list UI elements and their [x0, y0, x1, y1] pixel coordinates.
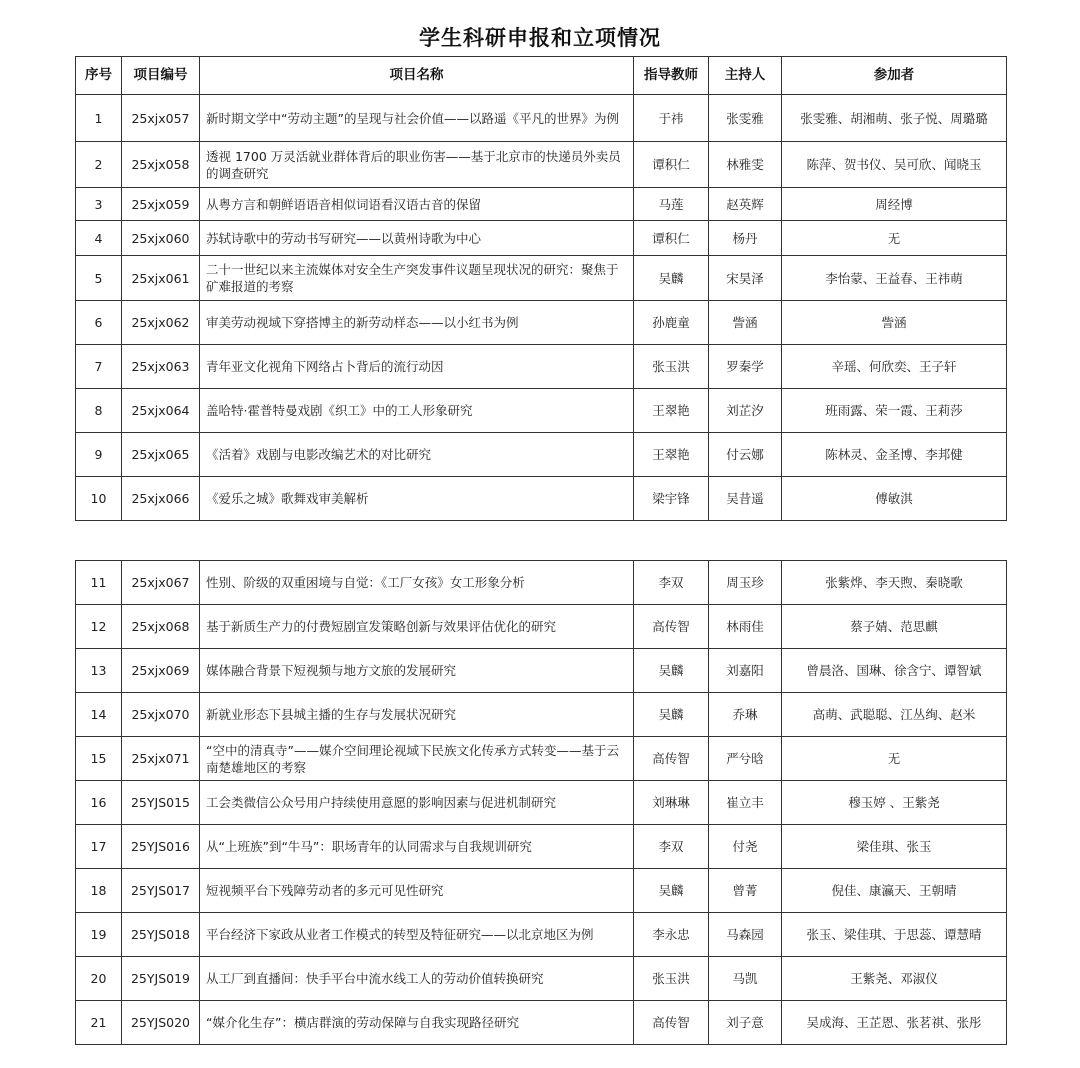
project-code: 25xjx066	[122, 477, 200, 521]
row-index: 4	[76, 221, 122, 256]
table-row	[76, 188, 1007, 221]
table-row	[76, 95, 1007, 142]
project-name: 新时期文学中“劳动主题”的呈现与社会价值——以路遥《平凡的世界》为例	[200, 95, 634, 142]
host-name: 宋昊泽	[709, 256, 782, 301]
host-name: 曾菁	[709, 869, 782, 913]
members-list: 梁佳琪、张玉	[782, 825, 1007, 869]
members-list: 訾涵	[782, 301, 1007, 345]
host-name: 付云娜	[709, 433, 782, 477]
members-list: 张玉、梁佳琪、于思蕊、谭慧晴	[782, 913, 1007, 957]
header-host: 主持人	[709, 57, 782, 95]
table-row	[76, 605, 1007, 649]
host-name: 赵英辉	[709, 188, 782, 221]
project-code: 25YJS015	[122, 781, 200, 825]
teacher-name: 张玉洪	[634, 957, 709, 1001]
row-index: 3	[76, 188, 122, 221]
project-name: 媒体融合背景下短视频与地方文旅的发展研究	[200, 649, 634, 693]
project-name: 审美劳动视域下穿搭博主的新劳动样态——以小红书为例	[200, 301, 634, 345]
table-row	[76, 142, 1007, 188]
teacher-name: 高传智	[634, 1001, 709, 1045]
row-index: 7	[76, 345, 122, 389]
projects-table-part-1	[75, 56, 1007, 521]
table-row	[76, 781, 1007, 825]
project-code: 25YJS018	[122, 913, 200, 957]
table-row	[76, 477, 1007, 521]
host-name: 崔立丰	[709, 781, 782, 825]
project-name: “空中的清真寺”——媒介空间理论视域下民族文化传承方式转变——基于云南楚雄地区的考察	[200, 737, 634, 781]
project-name: 透视 1700 万灵活就业群体背后的职业伤害——基于北京市的快递员外卖员的调查研究	[200, 142, 634, 188]
members-list: 无	[782, 221, 1007, 256]
row-index: 8	[76, 389, 122, 433]
project-name: 基于新质生产力的付费短剧宣发策略创新与效果评估优化的研究	[200, 605, 634, 649]
project-code: 25xjx070	[122, 693, 200, 737]
teacher-name: 吴麟	[634, 693, 709, 737]
host-name: 吴昔遥	[709, 477, 782, 521]
row-index: 17	[76, 825, 122, 869]
members-list: 蔡子婧、范思麒	[782, 605, 1007, 649]
project-code: 25xjx063	[122, 345, 200, 389]
teacher-name: 王翠艳	[634, 433, 709, 477]
table-row	[76, 561, 1007, 605]
row-index: 18	[76, 869, 122, 913]
header-project-code: 项目编号	[122, 57, 200, 95]
teacher-name: 谭积仁	[634, 142, 709, 188]
page-title: 学生科研申报和立项情况	[419, 26, 661, 50]
host-name: 乔琳	[709, 693, 782, 737]
header-teacher: 指导教师	[634, 57, 709, 95]
table-row	[76, 737, 1007, 781]
teacher-name: 于祎	[634, 95, 709, 142]
row-index: 12	[76, 605, 122, 649]
row-index: 15	[76, 737, 122, 781]
row-index: 1	[76, 95, 122, 142]
header-members: 参加者	[782, 57, 1007, 95]
project-name: 从工厂到直播间：快手平台中流水线工人的劳动价值转换研究	[200, 957, 634, 1001]
teacher-name: 谭积仁	[634, 221, 709, 256]
members-list: 高萌、武聪聪、江丛绚、赵米	[782, 693, 1007, 737]
host-name: 周玉珍	[709, 561, 782, 605]
project-name: 二十一世纪以来主流媒体对安全生产突发事件议题呈现状况的研究：聚焦于矿难报道的考察	[200, 256, 634, 301]
row-index: 13	[76, 649, 122, 693]
table-row	[76, 256, 1007, 301]
row-index: 21	[76, 1001, 122, 1045]
host-name: 刘芷汐	[709, 389, 782, 433]
table-row	[76, 221, 1007, 256]
table-row	[76, 693, 1007, 737]
teacher-name: 刘琳琳	[634, 781, 709, 825]
project-code: 25xjx062	[122, 301, 200, 345]
teacher-name: 李双	[634, 825, 709, 869]
row-index: 5	[76, 256, 122, 301]
project-name: 短视频平台下残障劳动者的多元可见性研究	[200, 869, 634, 913]
host-name: 刘嘉阳	[709, 649, 782, 693]
project-name: 从粤方言和朝鲜语语音相似词语看汉语古音的保留	[200, 188, 634, 221]
table-row	[76, 433, 1007, 477]
members-list: 班雨露、荣一霞、王莉莎	[782, 389, 1007, 433]
teacher-name: 李永忠	[634, 913, 709, 957]
members-list: 吴成海、王芷恩、张茗祺、张彤	[782, 1001, 1007, 1045]
host-name: 马凯	[709, 957, 782, 1001]
row-index: 19	[76, 913, 122, 957]
row-index: 2	[76, 142, 122, 188]
project-name: 新就业形态下县城主播的生存与发展状况研究	[200, 693, 634, 737]
host-name: 杨丹	[709, 221, 782, 256]
project-name: 《爱乐之城》歌舞戏审美解析	[200, 477, 634, 521]
project-code: 25xjx071	[122, 737, 200, 781]
teacher-name: 李双	[634, 561, 709, 605]
row-index: 20	[76, 957, 122, 1001]
host-name: 马森园	[709, 913, 782, 957]
members-list: 陈萍、贺书仪、吴可欣、闻晓玉	[782, 142, 1007, 188]
table-header-row	[76, 57, 1007, 95]
project-name: 性别、阶级的双重困境与自觉：《工厂女孩》女工形象分析	[200, 561, 634, 605]
teacher-name: 王翠艳	[634, 389, 709, 433]
project-code: 25xjx065	[122, 433, 200, 477]
project-name: 平台经济下家政从业者工作模式的转型及特征研究——以北京地区为例	[200, 913, 634, 957]
host-name: 张雯雅	[709, 95, 782, 142]
host-name: 付尧	[709, 825, 782, 869]
project-code: 25xjx067	[122, 561, 200, 605]
members-list: 曾晨洛、国琳、徐含宁、谭智斌	[782, 649, 1007, 693]
project-code: 25xjx064	[122, 389, 200, 433]
table-row	[76, 869, 1007, 913]
project-code: 25xjx057	[122, 95, 200, 142]
members-list: 穆玉婷 、王紫尧	[782, 781, 1007, 825]
host-name: 訾涵	[709, 301, 782, 345]
members-list: 张雯雅、胡湘萌、张子悦、周璐璐	[782, 95, 1007, 142]
table-row	[76, 825, 1007, 869]
table-row	[76, 389, 1007, 433]
project-name: 《活着》戏剧与电影改编艺术的对比研究	[200, 433, 634, 477]
teacher-name: 吴麟	[634, 649, 709, 693]
project-name: 从“上班族”到“牛马”：职场青年的认同需求与自我规训研究	[200, 825, 634, 869]
host-name: 刘子意	[709, 1001, 782, 1045]
table-row	[76, 649, 1007, 693]
project-name: 青年亚文化视角下网络占卜背后的流行动因	[200, 345, 634, 389]
table-row	[76, 301, 1007, 345]
projects-table-part-2	[75, 560, 1007, 1045]
host-name: 林雨佳	[709, 605, 782, 649]
host-name: 严兮晗	[709, 737, 782, 781]
members-list: 傅敏淇	[782, 477, 1007, 521]
row-index: 14	[76, 693, 122, 737]
project-code: 25xjx059	[122, 188, 200, 221]
teacher-name: 梁宇锋	[634, 477, 709, 521]
teacher-name: 吴麟	[634, 869, 709, 913]
project-code: 25YJS017	[122, 869, 200, 913]
teacher-name: 马莲	[634, 188, 709, 221]
project-code: 25YJS019	[122, 957, 200, 1001]
teacher-name: 高传智	[634, 605, 709, 649]
members-list: 陈林灵、金圣博、李邦健	[782, 433, 1007, 477]
project-name: 苏轼诗歌中的劳动书写研究——以黄州诗歌为中心	[200, 221, 634, 256]
members-list: 张紫烨、李天煦、秦晓歌	[782, 561, 1007, 605]
members-list: 辛瑶、何欣奕、王子轩	[782, 345, 1007, 389]
project-code: 25xjx058	[122, 142, 200, 188]
host-name: 林雅雯	[709, 142, 782, 188]
header-index: 序号	[76, 57, 122, 95]
project-name: “媒介化生存”：横店群演的劳动保障与自我实现路径研究	[200, 1001, 634, 1045]
row-index: 9	[76, 433, 122, 477]
teacher-name: 张玉洪	[634, 345, 709, 389]
row-index: 6	[76, 301, 122, 345]
members-list: 无	[782, 737, 1007, 781]
project-code: 25xjx068	[122, 605, 200, 649]
row-index: 16	[76, 781, 122, 825]
members-list: 周经博	[782, 188, 1007, 221]
project-code: 25xjx060	[122, 221, 200, 256]
members-list: 倪佳、康瀛天、王朝晴	[782, 869, 1007, 913]
table-row	[76, 1001, 1007, 1045]
table-row	[76, 957, 1007, 1001]
project-code: 25xjx061	[122, 256, 200, 301]
table-row	[76, 913, 1007, 957]
teacher-name: 高传智	[634, 737, 709, 781]
header-project-name: 项目名称	[200, 57, 634, 95]
table-row	[76, 345, 1007, 389]
project-code: 25YJS020	[122, 1001, 200, 1045]
project-code: 25YJS016	[122, 825, 200, 869]
project-name: 工会类微信公众号用户持续使用意愿的影响因素与促进机制研究	[200, 781, 634, 825]
row-index: 10	[76, 477, 122, 521]
members-list: 王紫尧、邓淑仪	[782, 957, 1007, 1001]
teacher-name: 吴麟	[634, 256, 709, 301]
teacher-name: 孙鹿童	[634, 301, 709, 345]
members-list: 李怡蒙、王益春、王祎萌	[782, 256, 1007, 301]
project-name: 盖哈特·霍普特曼戏剧《织工》中的工人形象研究	[200, 389, 634, 433]
host-name: 罗秦学	[709, 345, 782, 389]
project-code: 25xjx069	[122, 649, 200, 693]
row-index: 11	[76, 561, 122, 605]
